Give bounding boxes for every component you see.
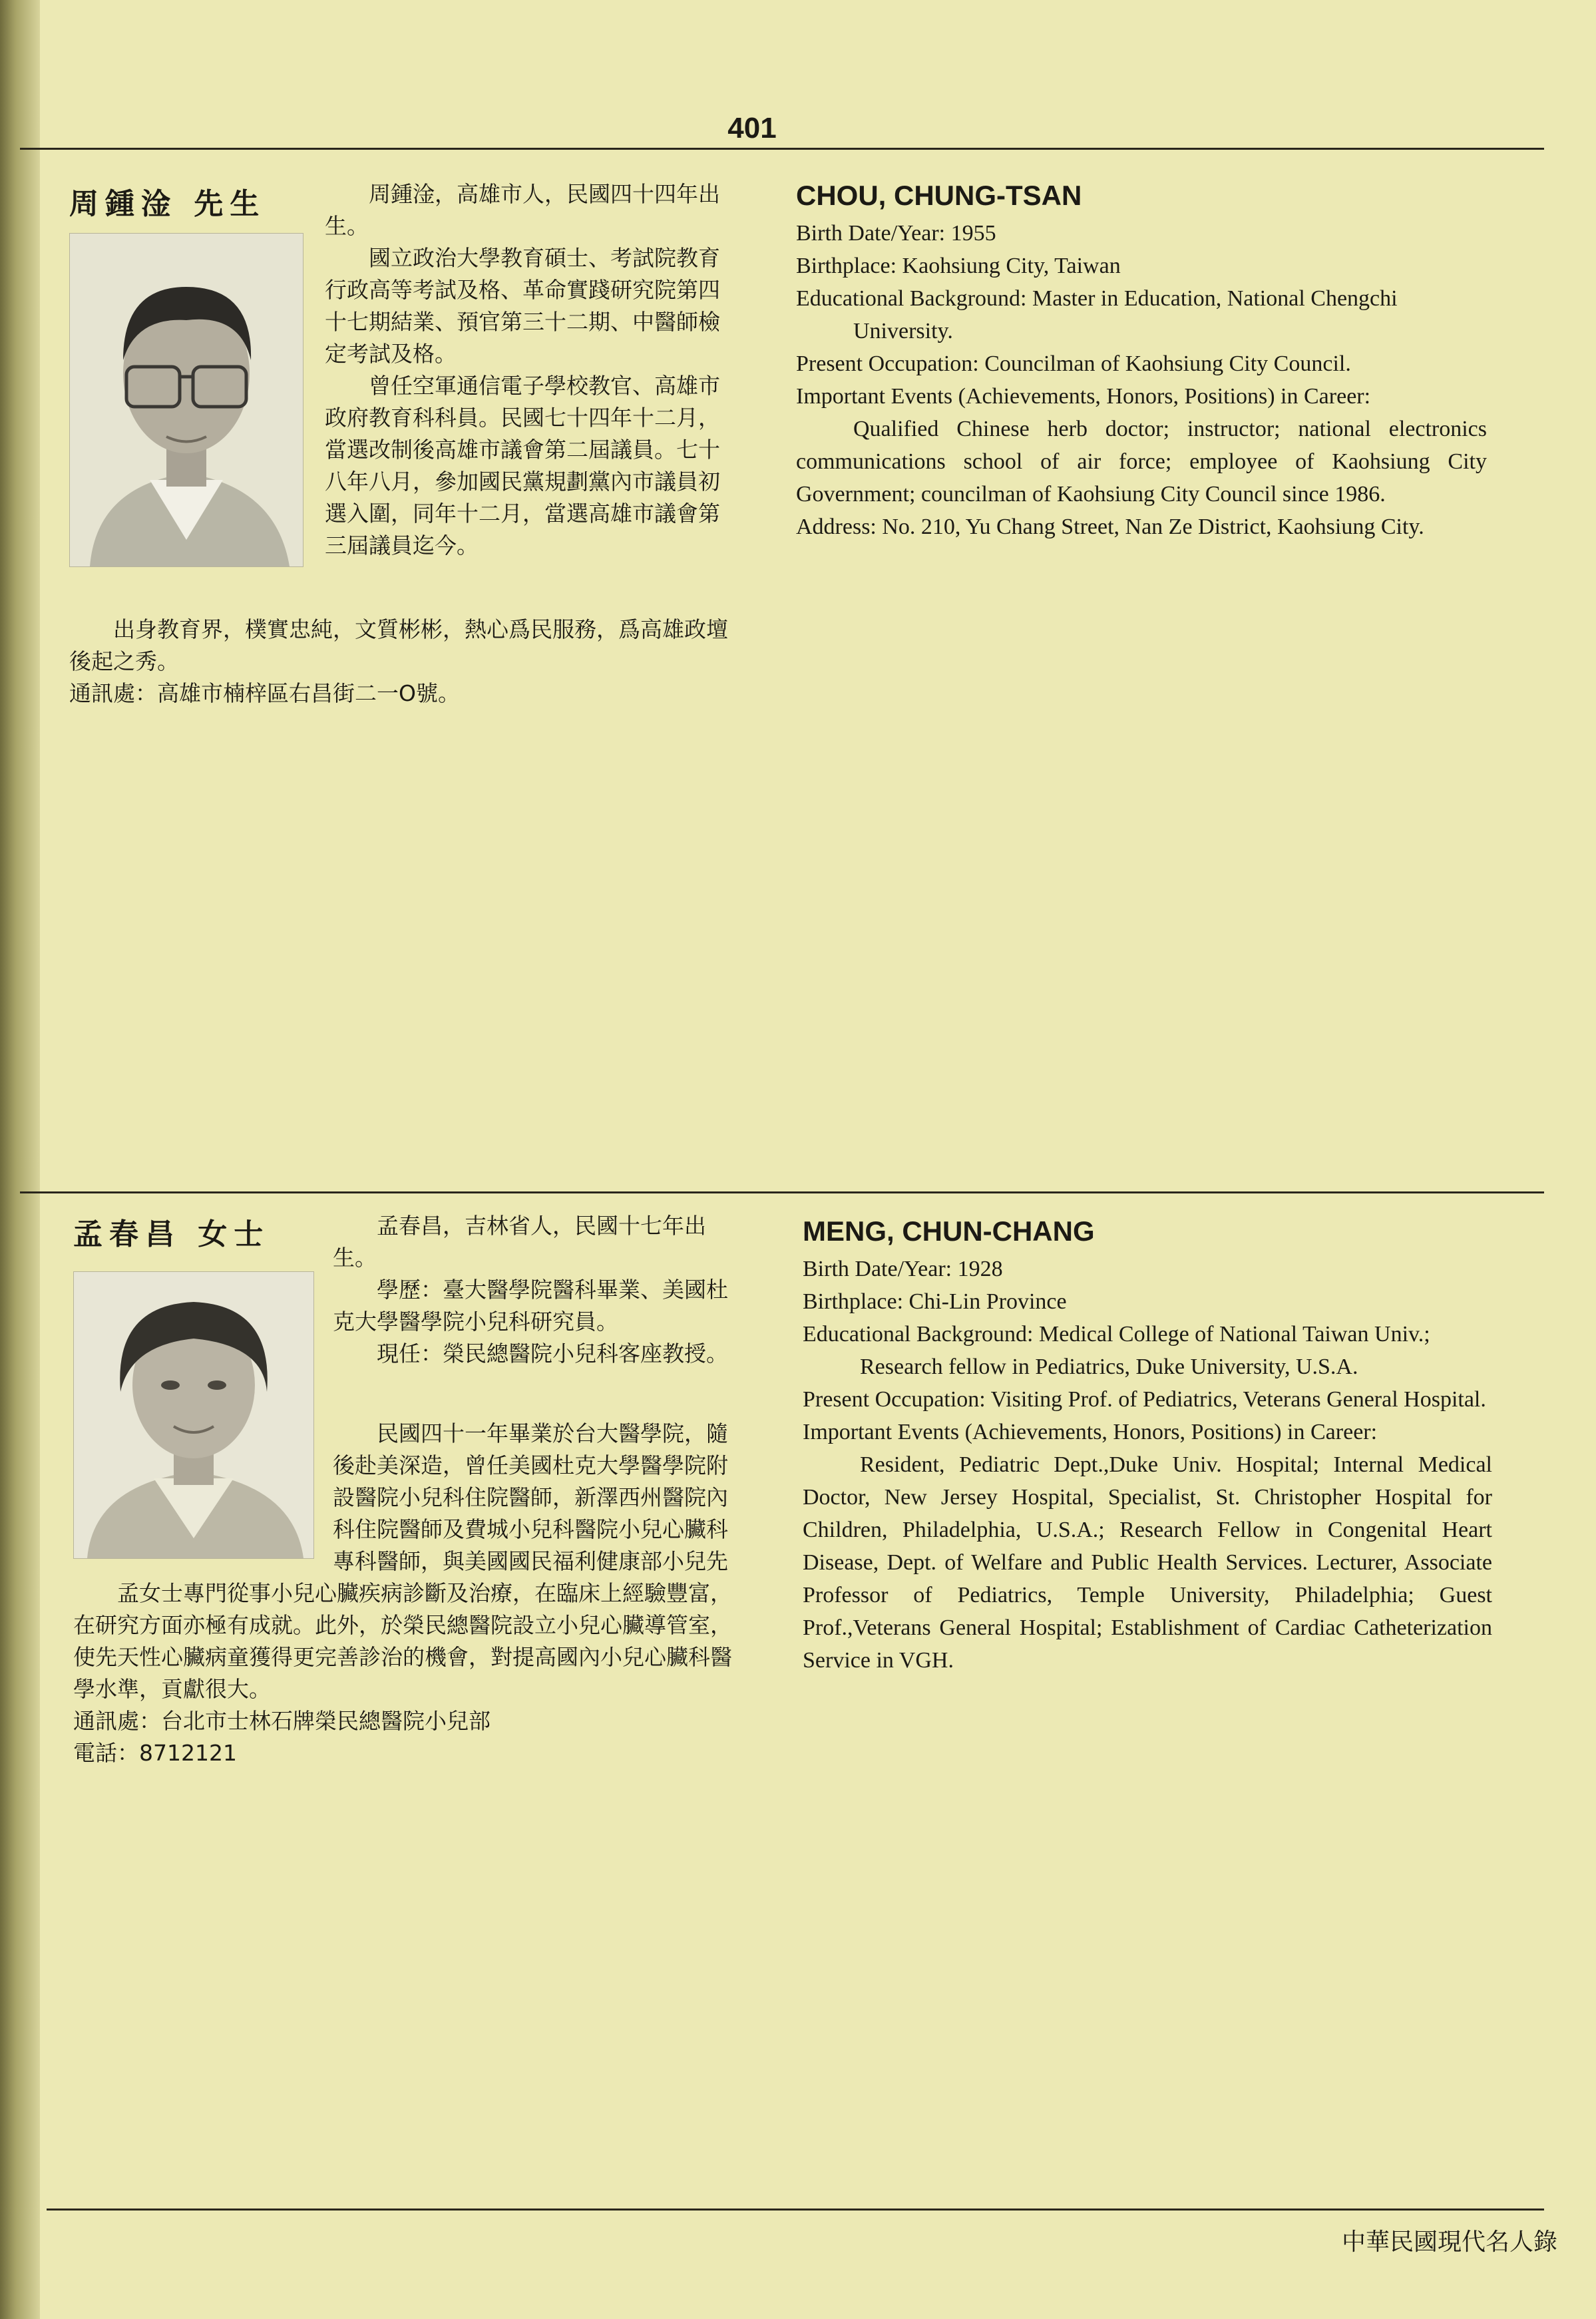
chinese-biography-bottom xyxy=(73,1578,740,1769)
portrait-photo-chou xyxy=(69,233,303,567)
cn-paragraph: 民國四十一年畢業於台大醫學院，隨後赴美深造，曾任美國杜克大學醫學院附設醫院小兒科住院醫師，新澤西州醫院內科住院醫師及費城小兒科醫院小兒心臟科專科醫師，與美國國民福利健康部小兒先 xyxy=(333,1420,728,1574)
section-rule xyxy=(20,1191,1544,1193)
english-biography-chou xyxy=(796,174,1487,543)
cn-paragraph: 現任：榮民總醫院小兒科客座教授。 xyxy=(377,1341,728,1367)
chinese-biography-bottom xyxy=(69,614,737,710)
page-number: 401 xyxy=(727,112,777,144)
cn-paragraph: 孟女士專門從事小兒心臟疾病診斷及治療，在臨床上經驗豐富，在研究方面亦極有成就。此外，於榮民總醫院設立小兒心臟導管室，使先天性心臟病童獲得更完善診治的機會，對提高國內小兒心臟科醫學水準，貢獻很大。 xyxy=(73,1580,732,1702)
english-name: CHOU, CHUNG-TSAN xyxy=(796,180,1082,211)
chinese-biography-top xyxy=(325,178,737,562)
cn-paragraph: 出身教育界，樸實忠純，文質彬彬，熱心爲民服務，爲高雄政壇後起之秀。 xyxy=(69,616,728,674)
en-line: Educational Background: Medical College of National Taiwan Univ.; Research fellow in Pediatrics, Duke University, U.S.A. xyxy=(803,1322,1430,1379)
cn-address: 通訊處：台北市士林石牌榮民總醫院小兒部 xyxy=(73,1708,491,1734)
book-gutter-shadow xyxy=(0,0,40,2319)
en-line: Birth Date/Year: 1955 xyxy=(796,221,996,246)
cn-paragraph: 孟春昌，吉林省人，民國十七年出生。 xyxy=(333,1213,706,1271)
portrait-photo-meng xyxy=(73,1271,314,1559)
english-biography-meng xyxy=(803,1210,1492,1677)
cn-paragraph: 曾任空軍通信電子學校教官、高雄市政府教育科科員。民國七十四年十二月，當選改制後高雄市議會第二屆議員。七十八年八月，參加國民黨規劃黨內市議員初選入圍，同年十二月，當選高雄市議會第三屆議員迄今。 xyxy=(325,373,720,558)
cn-paragraph: 國立政治大學教育碩士、考試院教育行政高等考試及格、革命實踐研究院第四十七期結業、預官第三十二期、中醫師檢定考試及格。 xyxy=(325,245,720,367)
chinese-name: 周鍾淦 先生 xyxy=(69,187,266,221)
chinese-name: 孟春昌 女士 xyxy=(73,1217,270,1251)
en-line: Birthplace: Kaohsiung City, Taiwan xyxy=(796,254,1121,278)
english-name: MENG, CHUN-CHANG xyxy=(803,1215,1095,1247)
book-title-footer: 中華民國現代名人錄 xyxy=(1341,2228,1557,2256)
portrait-woman-icon xyxy=(74,1272,313,1558)
header-rule xyxy=(20,148,1544,150)
en-line: Address: No. 210, Yu Chang Street, Nan Ze District, Kaohsiung City. xyxy=(796,515,1424,539)
en-line: Present Occupation: Visiting Prof. of Pediatrics, Veterans General Hospital. xyxy=(803,1387,1486,1412)
en-line: Resident, Pediatric Dept.,Duke Univ. Hospital; Internal Medical Doctor, New Jersey Hospital, Specialist, St. Christopher Hospital for Children, Philadelphia, U.S.A.; Research Fellow in Congenital Heart Disease, Dept. of Welfare and Public Health Services. Lecturer, Associate Professor of Pediatrics, Temple University, Philadelphia; Guest Prof.,Veterans General Hospital; Establishment of Cardiac Catheterization Service in VGH. xyxy=(803,1452,1492,1673)
footer-rule xyxy=(47,2209,1544,2211)
en-line: Important Events (Achievements, Honors, Positions) in Career: xyxy=(803,1420,1378,1444)
portrait-man-icon xyxy=(70,234,303,566)
en-line: Qualified Chinese herb doctor; instructor; national electronics communications school of air force; employee of Kaohsiung City Government; councilman of Kaohsiung City Council since 1986. xyxy=(796,417,1487,507)
cn-phone: 電話：8712121 xyxy=(73,1740,237,1766)
chinese-biography-main xyxy=(333,1418,740,1578)
en-line: Present Occupation: Councilman of Kaohsiung City Council. xyxy=(796,351,1351,376)
en-line: Important Events (Achievements, Honors, Positions) in Career: xyxy=(796,384,1371,409)
en-line: Birthplace: Chi-Lin Province xyxy=(803,1289,1067,1314)
en-line: Educational Background: Master in Education, National Chengchi University. xyxy=(796,286,1398,343)
chinese-biography-top xyxy=(333,1210,740,1370)
en-line: Birth Date/Year: 1928 xyxy=(803,1257,1003,1281)
cn-paragraph: 學歷：臺大醫學院醫科畢業、美國杜克大學醫學院小兒科研究員。 xyxy=(333,1277,728,1335)
cn-paragraph: 周鍾淦，高雄市人，民國四十四年出生。 xyxy=(325,181,720,239)
cn-address: 通訊處：高雄市楠梓區右昌街二一O號。 xyxy=(69,680,460,706)
